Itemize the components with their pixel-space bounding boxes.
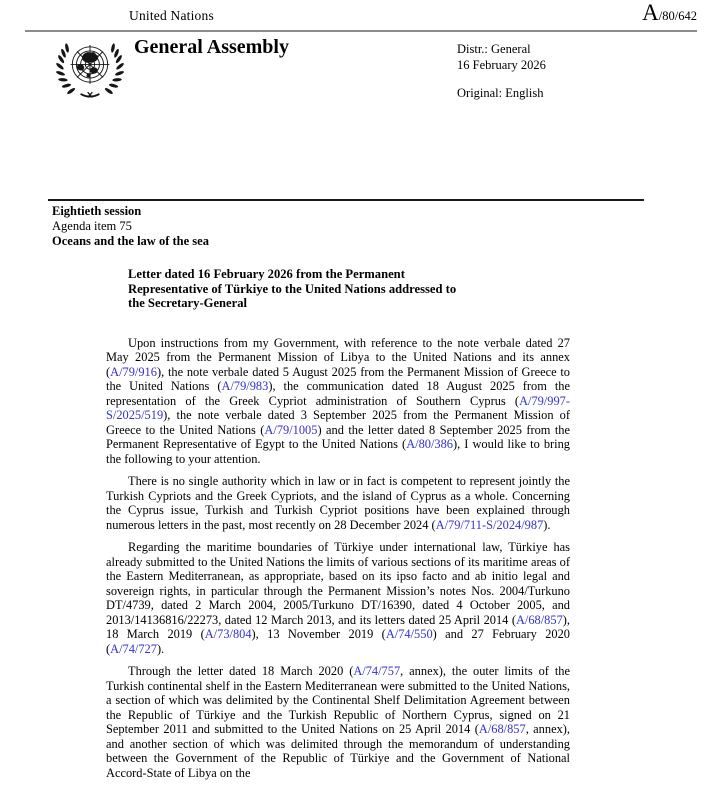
letter-title-line: Representative of Türkiye to the United Nations addressed to — [128, 281, 457, 296]
session-line: Eightieth session — [52, 204, 142, 218]
un-emblem-icon — [54, 35, 126, 101]
document-symbol-number: /80/642 — [658, 9, 697, 23]
document-symbol-link[interactable]: A/79/916 — [110, 364, 157, 379]
document-symbol-link[interactable]: A/74/727 — [110, 641, 157, 656]
paragraph-text: , annex), the outer limits of the Turkish continental shelf in the Eastern Mediterranean were submitted to the United Nations, a section of which was delimited by the Continental Shelf Delimitation Agreement between the Republic of Türkiye and the Turkish Republic of Northern Cyprus, signed on 21 September 2011 and submitted to the United Nations on 25 April 2014 ( — [106, 664, 570, 736]
document-symbol-link[interactable]: A/73/804 — [204, 627, 252, 641]
original-language-line: Original: English — [457, 86, 544, 100]
org-name: United Nations — [129, 8, 214, 23]
letter-paragraph — [106, 474, 570, 532]
paragraph-text: ), 18 March 2019 ( — [106, 612, 570, 641]
document-symbol-link[interactable]: A/79/997-S/2025/519 — [106, 393, 570, 422]
session-block — [52, 204, 209, 249]
distribution-line: Distr.: General — [457, 42, 531, 56]
document-symbol-link[interactable]: A/74/550 — [385, 627, 433, 641]
document-symbol-link[interactable]: A/68/857 — [478, 722, 526, 736]
paragraph-text: Regarding the maritime boundaries of Türkiye under international law, Türkiye has already submitted to the United Nations the limits of various sections of its maritime areas of the Eastern Mediterranean, as appropriate, based on its ipso facto and ab initio legal and sovereign rights, in particular through the Permanent Mission’s notes Nos. 2004/Turkuno DT/4739, dated 2 March 2004, 2005/Turkuno DT/16390, dated 4 October 2005, and 2013/14136816/22273, dated 12 March 2013, and its letters dated 25 April 2014 ( — [106, 540, 570, 627]
paragraph-text: ). — [543, 517, 551, 532]
letter-paragraph — [106, 540, 570, 656]
letter-paragraph — [106, 336, 570, 467]
section-rule — [48, 199, 644, 201]
letter-title-line: the Secretary-General — [128, 296, 248, 310]
document-symbol-link[interactable]: A/79/983 — [221, 379, 269, 393]
agenda-topic-line: Oceans and the law of the sea — [52, 234, 209, 248]
paragraph-text: Upon instructions from my Government, with reference to the note verbale dated 27 May 2025 from the Permanent Mission of Libya to the United Nations and its annex ( — [106, 335, 570, 379]
header-rule — [25, 30, 697, 32]
document-symbol-link[interactable]: A/80/386 — [406, 437, 453, 451]
document-symbol-link[interactable]: A/79/1005 — [264, 422, 318, 437]
paragraph-text: ), 13 November 2019 ( — [251, 627, 386, 641]
paragraph-text: Through the letter dated 18 March 2020 ( — [128, 664, 354, 678]
date-line: 16 February 2026 — [457, 57, 546, 72]
paragraph-text: , annex), and another section of which was delimited through the memorandum of understanding between the Government of the Republic of Türkiye and the Government of National Accord-State of Libya on the — [106, 722, 570, 780]
document-symbol-link[interactable]: A/74/757 — [353, 664, 401, 678]
document-symbol — [642, 1, 697, 25]
letter-title — [128, 267, 570, 311]
paragraph-text: ) and the letter dated 8 September 2025 from the Permanent Representative of Egypt to the United Nations ( — [106, 422, 570, 451]
assembly-title: General Assembly — [134, 36, 289, 58]
letter-paragraph — [106, 664, 570, 780]
letter-title-line: Letter dated 16 February 2026 from the Permanent — [128, 267, 405, 281]
paragraph-text: ) and 27 February 2020 ( — [106, 627, 571, 656]
document-symbol-series: A — [642, 0, 659, 25]
letter-body — [106, 267, 570, 788]
paragraph-text: ), the note verbale dated 5 August 2025 from the Permanent Mission of Greece to the United Nations ( — [106, 364, 570, 393]
agenda-item-line: Agenda item 75 — [52, 219, 132, 233]
paragraph-text: ), I would like to bring the following to your attention. — [106, 437, 571, 466]
document-symbol-link[interactable]: A/79/711-S/2024/987 — [435, 517, 544, 532]
paragraph-text: ), the note verbale dated 3 September 2025 from the Permanent Mission of Greece to the United Nations ( — [106, 408, 570, 437]
document-meta — [457, 42, 546, 102]
paragraph-text: There is no single authority which in law or in fact is competent to represent jointly the Turkish Cypriots and the Greek Cypriots, and the island of Cyprus as a whole. Concerning the Cyprus issue, Turkish and Turkish Cypriot positions have been explained through numerous letters in the past, most recently on 28 December 2024 ( — [106, 474, 570, 532]
paragraph-text: ). — [156, 641, 165, 656]
paragraph-text: ), the communication dated 18 August 2025 from the representation of the Greek Cypriot administration of Southern Cyprus ( — [106, 379, 570, 408]
document-symbol-link[interactable]: A/68/857 — [515, 612, 563, 627]
